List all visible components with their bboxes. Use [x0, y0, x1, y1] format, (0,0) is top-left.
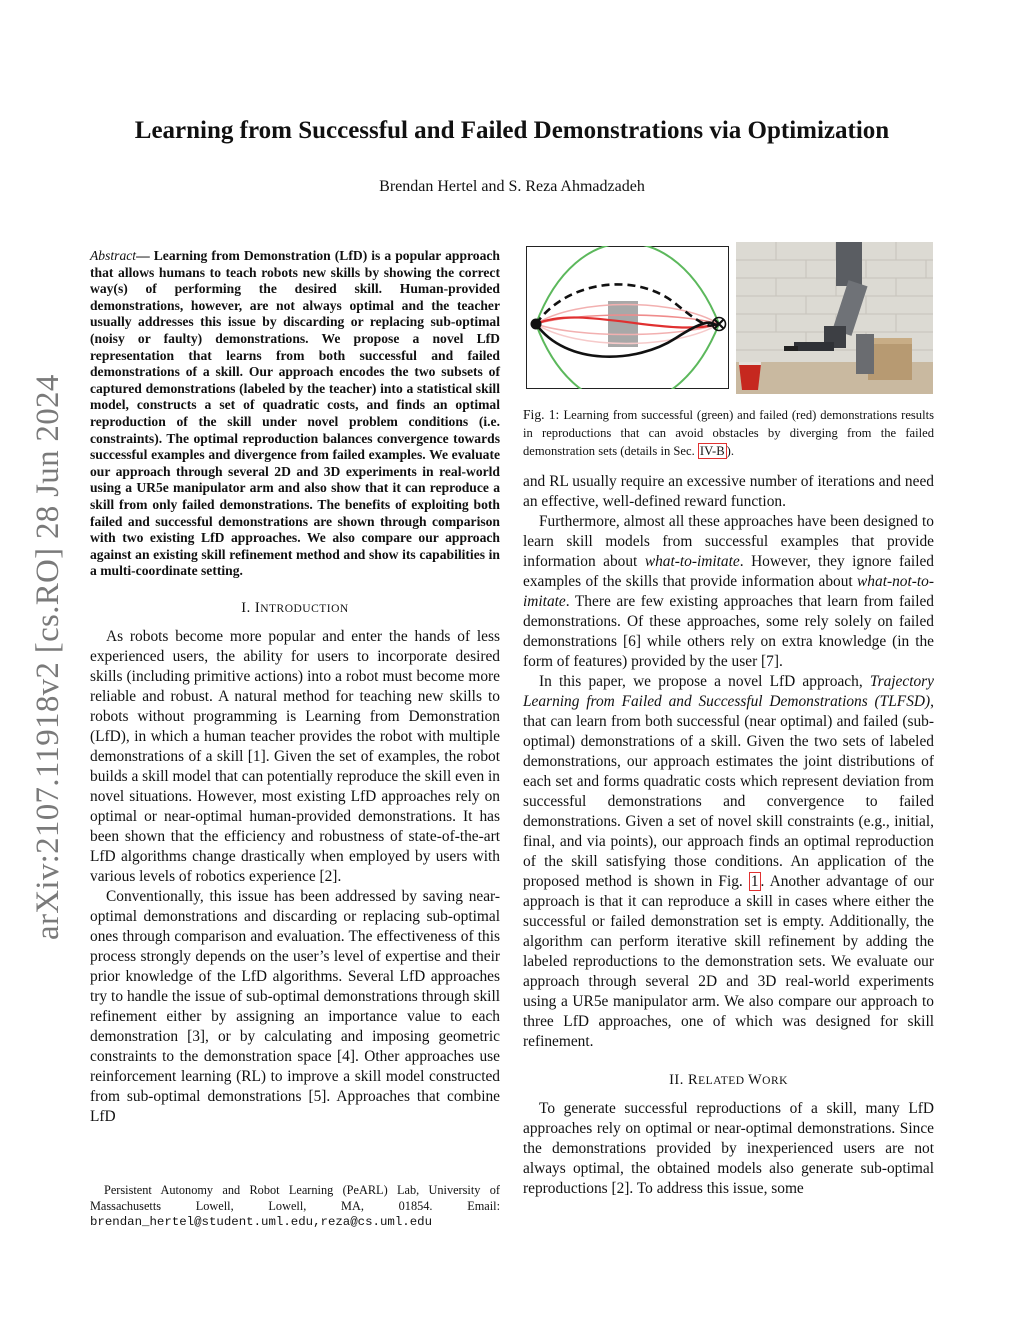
arxiv-identifier: arXiv:2107.11918v2 [cs.RO] 28 Jun 2024: [30, 374, 66, 940]
robot-arm-photo: [736, 242, 933, 394]
figure-label: Fig. 1:: [523, 407, 564, 422]
left-column: [90, 248, 500, 1127]
figure-ref-link[interactable]: 1: [750, 873, 759, 890]
paper-title: Learning from Successful and Failed Demonstrations via Optimization: [134, 117, 890, 144]
section-ref-link[interactable]: IV-B: [699, 444, 725, 458]
demonstration-plot: [526, 246, 729, 389]
figure-1-caption: Fig. 1: Learning from successful (green) and failed (red) demonstrations results in reproductions that can avoid obstacles by diverging from the failed demonstration sets (details in Sec. IV-B ).: [523, 407, 935, 458]
abstract-dash: —: [136, 248, 150, 263]
intro-paragraph-5: In this paper, we propose a novel LfD approach, Trajectory Learning from Failed and Successful Demonstrations (TLFSD), that can learn from both successful (near optimal) and failed (sub-optimal) demonstrations of a skill. Given the two sets of labeled demonstrations, our approach estimates the joint distributions of each set and forms quadratic costs which represent deviation from successful demonstrations and convergence to failed demonstrations. Given a set of novel skill constraints (e.g., initial, final, and via points), our approach finds an optimal reproduction of the skill satisfying those conditions. An application of the proposed method is shown in Fig. 1 . Another advantage of our approach is that it can reproduce a skill in cases where either the successful or failed demonstration set is empty. Additionally, the algorithm can perform iterative skill refinement by adding the labeled reproductions to the demonstration sets. We evaluate our approach through several 2D and 3D real-world experiments using a UR5e manipulator arm. We also compare our approach to three LfD approaches, one of which was designed for skill refinement.: [523, 673, 934, 1050]
right-column: [523, 242, 934, 1199]
author-affiliation-footnote: Persistent Autonomy and Robot Learning (PeARL) Lab, University of Massachusetts Lowell, Lowell, MA, 01854. Email: brendan_hertel@student.uml.edu,reza@cs.uml.edu: [90, 1183, 500, 1229]
intro-paragraph-2: Conventionally, this issue has been addressed by saving near-optimal demonstrations and discarding or replacing sub-optimal ones through comparison and evaluation. The effectiveness of this process strongly depends on the user’s level of expertise and their prior knowledge of the LfD algorithms. Several LfD approaches try to handle the issue of sub-optimal demonstrations through skill refinement either by assigning an importance value to each demonstration [3], or by calculating and imposing geometric constraints to the demonstration space [4]. Other approaches use reinforcement learning (RL) to improve a skill model constructed from sub-optimal demonstrations [5]. Approaches that combine LfD: [90, 887, 500, 1125]
section-heading-introduction: I. INTRODUCTION: [241, 599, 349, 616]
author-emails: brendan_hertel@student.uml.edu,reza@cs.uml.edu: [90, 1215, 433, 1229]
intro-paragraph-3: and RL usually require an excessive number of iterations and need an effective, well-defined reward function.: [523, 473, 934, 510]
start-point: [531, 319, 542, 330]
intro-paragraph-1: As robots become more popular and enter the hands of less experienced users, the ability for users to incorporate desired skills (including primitive actions) into a robot must become more reliable and robust. A natural method for teaching new skills to robots without programming is Learning from Demonstration (LfD), in which a human teacher provides the robot with multiple demonstrations of a skill [1]. Given the set of examples, the robot builds a skill model that can potentially reproduce the skill even in novel situations. However, most existing LfD approaches rely on optimal or near-optimal human-provided demonstrations. It has been shown that the efficiency and robustness of state-of-the-art LfD algorithms change drastically when employed by users with various levels of robotics experience [2].: [90, 627, 500, 885]
section-heading-related-work: II. RELATED WORK: [669, 1072, 788, 1088]
related-work-paragraph-1: To generate successful reproductions of a skill, many LfD approaches rely on optimal or near-optimal demonstrations. Since the demonstrations provided by inexperienced users are not always optimal, the obtained models also generate sub-optimal reproductions [2]. To address this issue, some: [523, 1100, 934, 1197]
paper-authors: Brendan Hertel and S. Reza Ahmadzadeh: [379, 178, 645, 195]
abstract-label: Abstract: [90, 248, 137, 263]
intro-paragraph-4: Furthermore, almost all these approaches have been designed to learn skill models from successful examples that provide information about what-to-imitate. However, they ignore failed examples of the skills that provide information about what-not-to-imitate. There are few existing approaches that learn from failed demonstrations. Of these approaches, some rely solely on failed demonstrations [6] while others rely on extra knowledge (in the form of features) provided by the user [7].: [523, 513, 934, 670]
abstract-text: Learning from Demonstration (LfD) is a popular approach that allows humans to teach robots new skills by showing the correct way(s) of performing the desired skill. Human-provided demonstrations, however, are not always optimal and the teacher usually addresses this issue by discarding or replacing sub-optimal (noisy or faulty) demonstrations. We propose a novel LfD representation that learns from both successful and failed demonstrations of a skill. Our approach encodes the two subsets of captured demonstrations (labeled by the teacher) into a statistical skill model, constructs a set of quadratic costs, and finds an optimal reproduction of the skill under novel problem conditions (i.e. constraints). The optimal reproduction balances convergence towards successful examples and divergence from failed examples. We evaluate our approach through several 2D and 3D experiments in real-world using a UR5e manipulator arm and also show that it can reproduce a skill from only failed demonstrations. The benefits of exploiting both failed and successful demonstrations are shown through comparison with two existing LfD approaches. We also compare our approach against an existing skill refinement method and show its capabilities in a multi-coordinate setting.: [90, 248, 500, 579]
abstract: [90, 248, 500, 580]
figure-1: [523, 242, 934, 392]
